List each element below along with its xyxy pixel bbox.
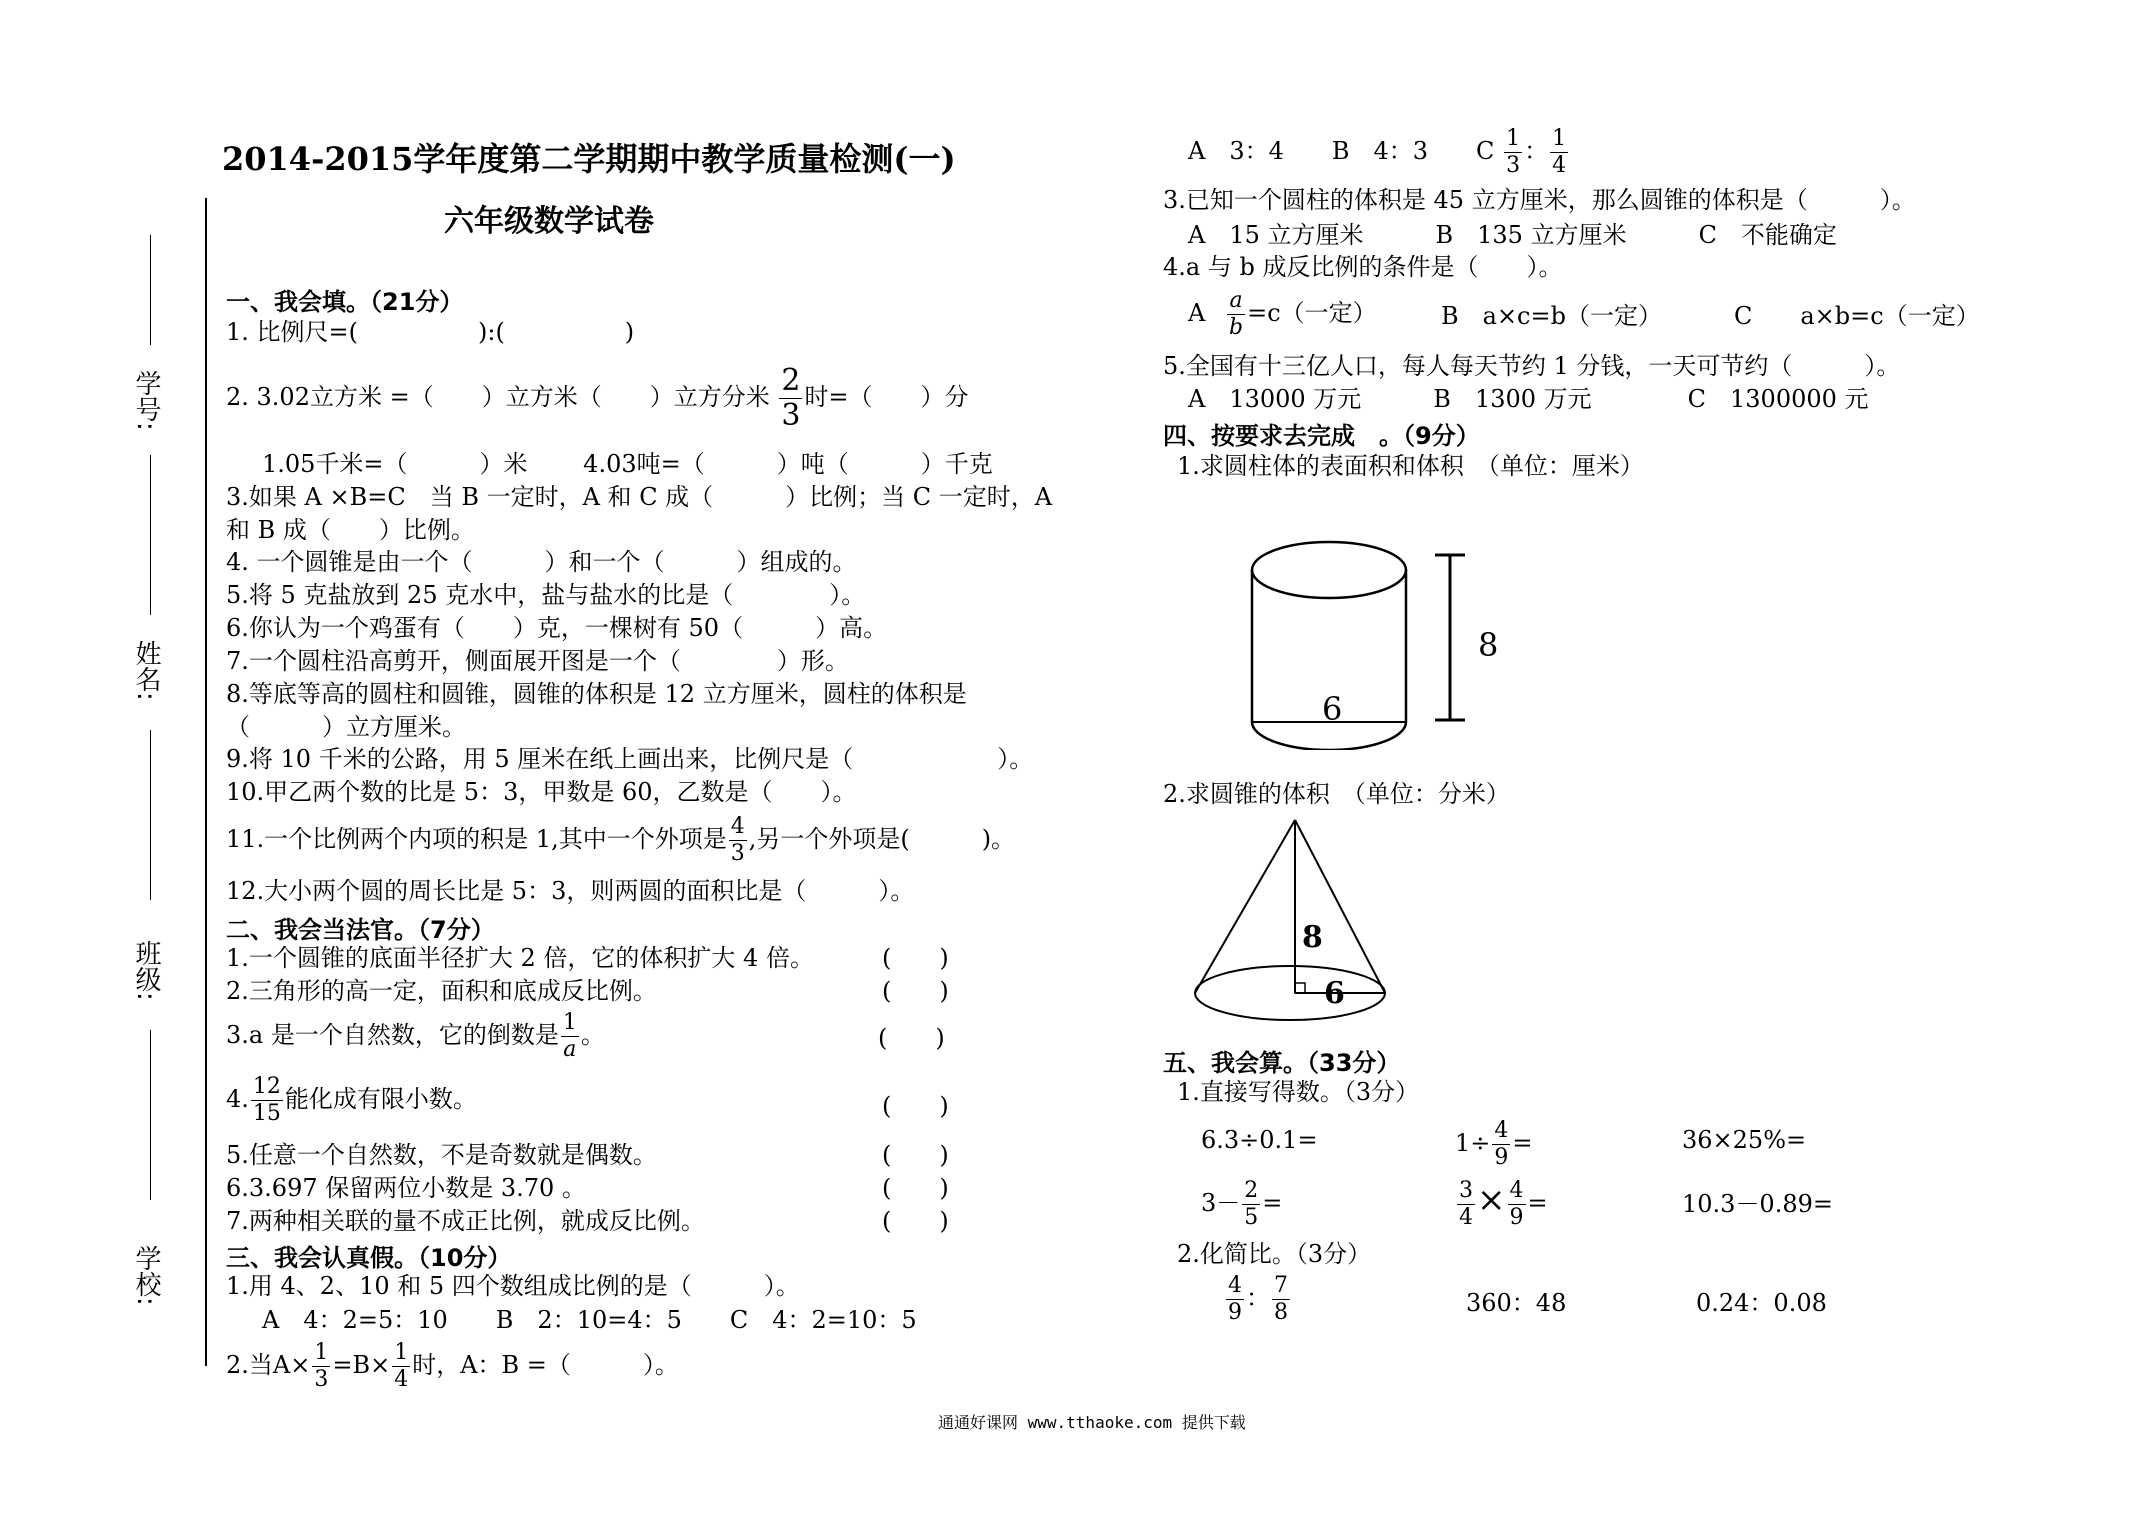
choice-5-options: A 13000 万元 B 1300 万元 C 1300000 元 (1188, 385, 1869, 413)
choice-2-denominator-1: 3 (314, 1367, 329, 1392)
q12-text: 12.大小两个圆的周长比是 5：3，则两圆的面积比是（ ）。 (226, 877, 915, 905)
choice-4-option-a-fraction (1227, 290, 1245, 339)
choice-4-text: 4.a 与 b 成反比例的条件是（ ）。 (1163, 253, 1563, 281)
expr-2-text: 1÷ (1455, 1129, 1491, 1157)
judge-4-denominator: 15 (252, 1101, 281, 1126)
ratio-1-denominator-1: 9 (1228, 1300, 1242, 1325)
option-c-denominator-1: 3 (1506, 153, 1521, 178)
q3-line-1: 3.如果 A ×B=C 当 B 一定时，A 和 C 成（ ）比例；当 C 一定时，A (226, 483, 1053, 511)
choice-2-numerator-1: 1 (314, 1340, 329, 1365)
judge-4-answer[interactable]: ( ) (882, 1092, 949, 1120)
judge-5-answer[interactable]: ( ) (882, 1141, 949, 1169)
q1-text: 1. 比例尺=( ):( ) (226, 318, 635, 346)
judge-4-text: 4. (226, 1085, 249, 1113)
expr-4 (1201, 1180, 1282, 1229)
judge-3-text: 3.a 是一个自然数，它的倒数是 (226, 1021, 559, 1049)
choice-2-text-end: 时，A：B =（ ）。 (412, 1351, 679, 1379)
dash-line-4 (150, 1030, 152, 1200)
q8-line-2: （ ）立方厘米。 (226, 713, 466, 741)
q8-line-1: 8.等底等高的圆柱和圆锥，圆锥的体积是 12 立方厘米，圆柱的体积是 (226, 680, 967, 708)
choice-2-options-text: A 3：4 B 4：3 C (1188, 137, 1495, 165)
expr-2-equals: = (1512, 1129, 1533, 1157)
judge-4-numerator: 12 (252, 1074, 281, 1099)
dash-line-1 (150, 235, 152, 345)
choice-4-option-a-text: =c（一定） (1247, 299, 1377, 327)
judge-4-text-end: 能化成有限小数。 (284, 1085, 477, 1113)
expr-2 (1455, 1120, 1533, 1169)
option-c-numerator-1: 1 (1506, 126, 1521, 151)
q11-fraction (729, 816, 747, 865)
judge-3-denominator: a (563, 1037, 577, 1062)
expr-4-numerator: 2 (1244, 1178, 1259, 1203)
exam-subtitle: 六年级数学试卷 (444, 204, 654, 239)
judge-4-line (226, 1076, 477, 1125)
choice-2-text: 2.当A× (226, 1351, 311, 1379)
student-name-label: 姓名: (131, 640, 161, 701)
judge-7-text: 7.两种相关联的量不成正比例，就成反比例。 (226, 1207, 705, 1235)
ratio-1 (1224, 1275, 1292, 1324)
cone-right-angle (1295, 983, 1305, 993)
q11-line (226, 816, 1015, 865)
section-2-heading: 二、我会当法官。（7分） (226, 916, 495, 944)
section-1-heading: 一、我会填。（21分） (226, 288, 464, 316)
choice-1-text: 1.用 4、2、10 和 5 四个数组成比例的是（ ）。 (226, 1272, 800, 1300)
choice-3-options: A 15 立方厘米 B 135 立方厘米 C 不能确定 (1188, 221, 1837, 249)
option-c-colon: ： (1524, 137, 1549, 165)
dash-line-3 (150, 730, 152, 900)
expr-1: 6.3÷0.1= (1201, 1126, 1318, 1154)
choice-2-denominator-2: 4 (394, 1367, 409, 1392)
choice-2-text-mid: =B× (332, 1351, 391, 1379)
expr-4-fraction (1242, 1180, 1260, 1229)
q2-text: 2. 3.02立方米 =（ ）立方米（ ）立方分米 (226, 383, 770, 411)
expr-5 (1455, 1180, 1548, 1229)
expr-5-denominator-2: 9 (1509, 1205, 1524, 1230)
choice-4-option-a-label: A (1188, 299, 1206, 327)
q3-line-2: 和 B 成（ ）比例。 (226, 516, 475, 544)
expr-4-equals: = (1262, 1189, 1283, 1217)
judge-3-text-end: 。 (580, 1021, 605, 1049)
expr-3: 36×25%= (1682, 1126, 1807, 1154)
ratio-1-colon: ： (1246, 1284, 1270, 1312)
section-5-heading: 五、我会算。（33分） (1163, 1049, 1401, 1077)
cylinder-figure (1250, 530, 1490, 750)
choice-2-numerator-2: 1 (394, 1340, 409, 1365)
calc-2-text: 2.化简比。（3分） (1177, 1240, 1372, 1268)
judge-1-text: 1.一个圆锥的底面半径扩大 2 倍，它的体积扩大 4 倍。 (226, 944, 814, 972)
judge-6-text: 6.3.697 保留两位小数是 3.70 。 (226, 1174, 586, 1202)
option-c-denominator-2: 4 (1552, 153, 1567, 178)
download-footer: 通通好课网 www.tthaoke.com 提供下载 (938, 1413, 1246, 1432)
q2-text-end: 时=（ ）分 (804, 383, 969, 411)
expr-5-numerator-2: 4 (1509, 1178, 1524, 1203)
option-a-denominator: b (1228, 315, 1244, 340)
q2-line (226, 363, 969, 433)
choice-2-option-c-fraction-1 (1504, 128, 1522, 177)
q2-fraction (779, 363, 802, 433)
ratio-3: 0.24：0.08 (1696, 1289, 1827, 1317)
judge-7-answer[interactable]: ( ) (882, 1207, 949, 1235)
problem-1-text: 1.求圆柱体的表面积和体积 （单位：厘米） (1177, 452, 1644, 480)
expr-5-denominator-1: 4 (1459, 1205, 1473, 1230)
q11-text: 11.一个比例两个内项的积是 1,其中一个外项是 (226, 825, 727, 853)
ratio-1-denominator-2: 8 (1274, 1300, 1288, 1325)
q11-text-end: ,另一个外项是( )。 (748, 825, 1016, 853)
expr-4-text: 3－ (1201, 1189, 1241, 1217)
judge-3-line (226, 1012, 605, 1061)
section-4-heading: 四、按要求去完成 。（9分） (1163, 422, 1480, 450)
q2-numerator: 2 (781, 363, 801, 398)
school-label: 学校: (131, 1245, 161, 1306)
class-label: 班级: (131, 940, 161, 1001)
problem-2-text: 2.求圆锥的体积 （单位：分米） (1163, 780, 1510, 808)
option-c-numerator-2: 1 (1552, 126, 1567, 151)
ratio-2: 360：48 (1466, 1289, 1567, 1317)
expr-2-denominator: 9 (1494, 1145, 1509, 1170)
judge-1-answer[interactable]: ( ) (882, 944, 949, 972)
binding-vertical-line (205, 198, 207, 1366)
judge-3-answer[interactable]: ( ) (878, 1024, 945, 1052)
expr-5-equals: = (1527, 1189, 1548, 1217)
q11-numerator: 4 (730, 814, 745, 839)
judge-3-numerator: 1 (562, 1010, 577, 1035)
judge-4-fraction (251, 1076, 283, 1125)
expr-5-fraction-1 (1457, 1180, 1475, 1229)
ratio-1-fraction-1 (1226, 1275, 1244, 1324)
cone-radius-label: 6 (1324, 976, 1345, 1011)
exam-title: 2014-2015学年度第二学期期中教学质量检测(一) (222, 140, 956, 178)
choice-2-options (1188, 128, 1570, 177)
q10-text: 10.甲乙两个数的比是 5：3，甲数是 60，乙数是（ ）。 (226, 778, 857, 806)
expr-6: 10.3－0.89= (1682, 1190, 1833, 1218)
expr-4-denominator: 5 (1244, 1205, 1259, 1230)
expr-2-numerator: 4 (1494, 1118, 1509, 1143)
choice-5-text: 5.全国有十三亿人口，每人每天节约 1 分钱，一天可节约（ ）。 (1163, 352, 1901, 380)
q7-text: 7.一个圆柱沿高剪开，侧面展开图是一个（ ）形。 (226, 647, 849, 675)
choice-2-option-c-fraction-2 (1550, 128, 1568, 177)
expr-5-numerator-1: 3 (1459, 1178, 1473, 1203)
q9-text: 9.将 10 千米的公路，用 5 厘米在纸上画出来，比例尺是（ ）。 (226, 745, 1034, 773)
ratio-1-numerator-1: 4 (1228, 1273, 1242, 1298)
option-a-numerator: a (1229, 288, 1243, 313)
judge-3-fraction (561, 1012, 579, 1061)
expr-5-operator: × (1477, 1180, 1506, 1220)
expr-2-fraction (1492, 1120, 1510, 1169)
q5-text: 5.将 5 克盐放到 25 克水中，盐与盐水的比是（ ）。 (226, 581, 866, 609)
judge-2-answer[interactable]: ( ) (882, 977, 949, 1005)
calc-1-text: 1.直接写得数。（3分） (1177, 1078, 1420, 1106)
cylinder-diameter-label: 6 (1322, 690, 1343, 728)
judge-5-text: 5.任意一个自然数，不是奇数就是偶数。 (226, 1141, 657, 1169)
cylinder-top (1252, 542, 1406, 598)
q4-text: 4. 一个圆锥是由一个（ ）和一个（ ）组成的。 (226, 548, 857, 576)
q6-text: 6.你认为一个鸡蛋有（ ）克，一棵树有 50（ ）高。 (226, 614, 888, 642)
choice-4-option-b: B a×c=b（一定） (1441, 302, 1662, 330)
cone-height-label: 8 (1302, 920, 1323, 955)
dash-line-2 (150, 455, 152, 615)
judge-6-answer[interactable]: ( ) (882, 1174, 949, 1202)
choice-2-fraction-2 (392, 1342, 410, 1391)
q11-denominator: 3 (730, 841, 745, 866)
judge-2-text: 2.三角形的高一定，面积和底成反比例。 (226, 977, 657, 1005)
q2-line-2: 1.05千米=（ ）米 4.03吨=（ ）吨（ ）千克 (262, 450, 993, 478)
cylinder-height-label: 8 (1478, 626, 1499, 664)
expr-5-fraction-2 (1508, 1180, 1526, 1229)
choice-1-options: A 4：2=5：10 B 2：10=4：5 C 4：2=10：5 (262, 1306, 917, 1334)
choice-4-options (1188, 290, 1377, 339)
section-3-heading: 三、我会认真假。（10分） (226, 1244, 512, 1272)
cone-figure (1190, 815, 1410, 1030)
ratio-1-fraction-2 (1272, 1275, 1290, 1324)
student-id-label: 学号: (131, 370, 161, 431)
choice-4-option-c: C a×b=c（一定） (1734, 302, 1980, 330)
ratio-1-numerator-2: 7 (1274, 1273, 1288, 1298)
q2-denominator: 3 (781, 398, 801, 433)
choice-2-fraction-1 (312, 1342, 330, 1391)
choice-3-text: 3.已知一个圆柱的体积是 45 立方厘米，那么圆锥的体积是（ ）。 (1163, 186, 1916, 214)
choice-2-line (226, 1342, 679, 1391)
